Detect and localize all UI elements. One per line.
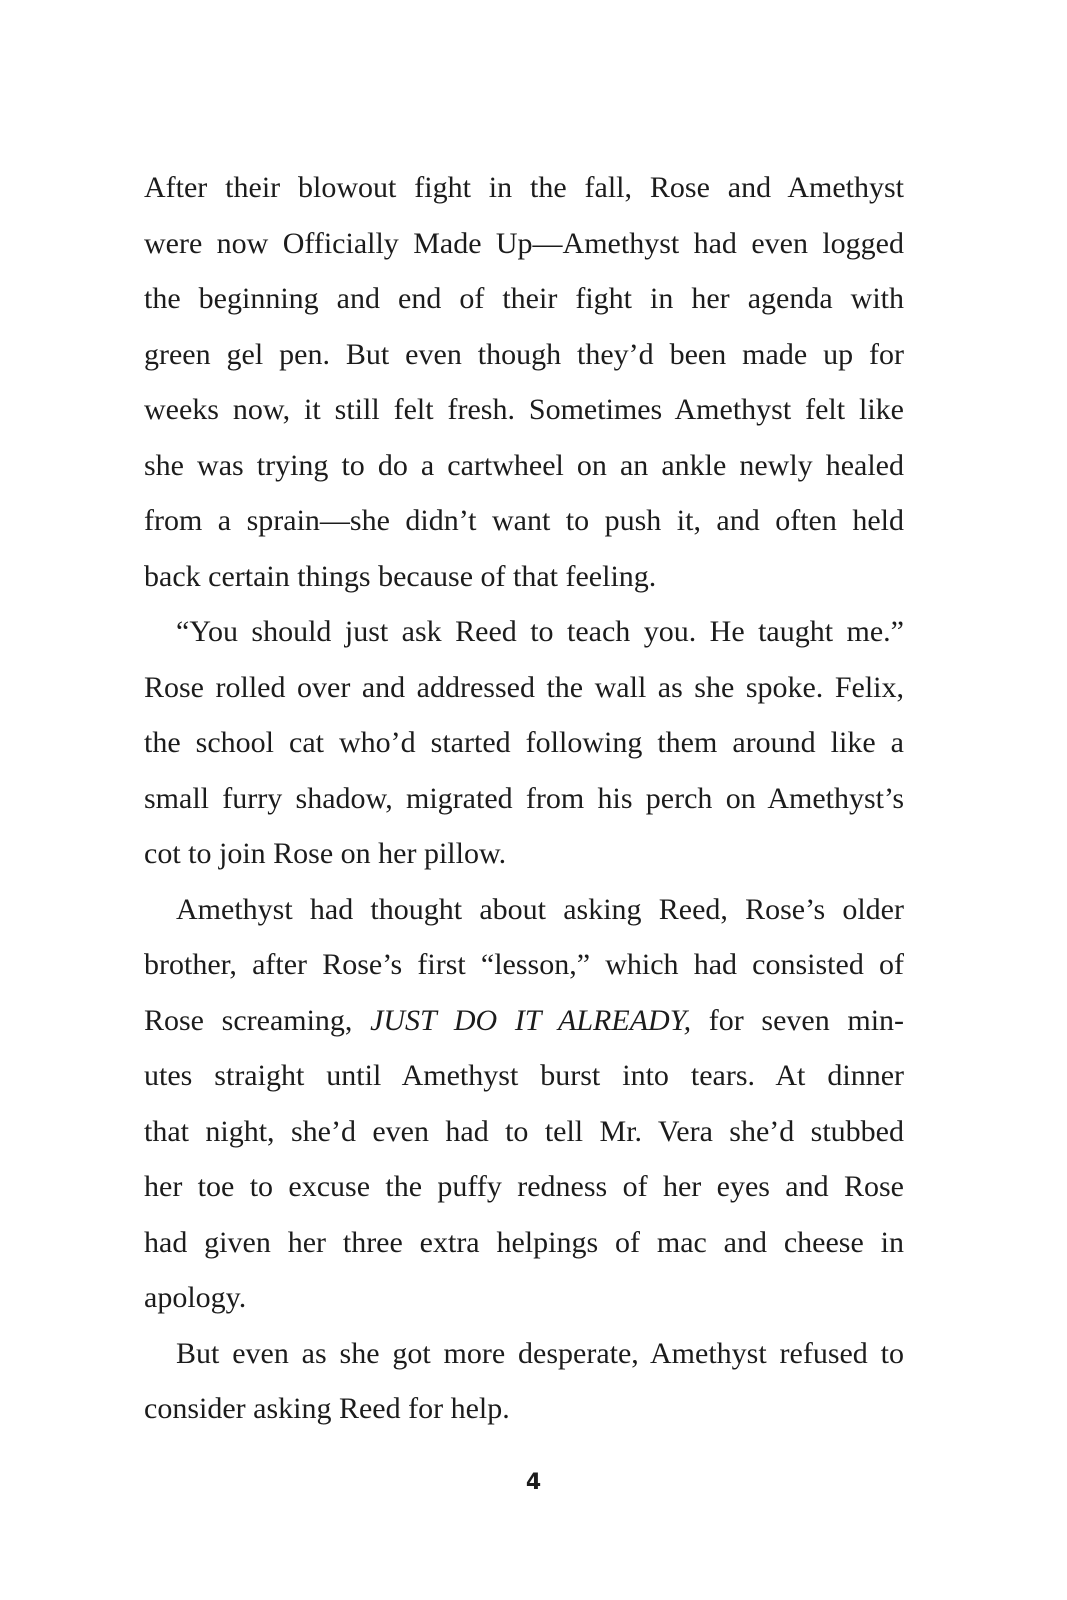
text-line-with-italic	[144, 993, 904, 1049]
text-line: she was trying to do a cartwheel on an ankle newly healed	[144, 448, 904, 482]
text-line: small furry shadow, migrated from his perch on Amethyst’s	[144, 781, 904, 815]
paragraph-4	[144, 1326, 904, 1437]
text-line: that night, she’d even had to tell Mr. Vera she’d stubbed	[144, 1114, 904, 1148]
italic-emphasis: JUST DO IT ALREADY,	[370, 1003, 692, 1037]
text-line: had given her three extra helpings of mac and cheese in	[144, 1225, 904, 1259]
text-line: Rose rolled over and addressed the wall as she spoke. Felix,	[144, 670, 904, 704]
text-segment: for seven min-	[691, 1003, 905, 1037]
text-line: green gel pen. But even though they’d been made up for	[144, 337, 904, 371]
text-line: were now Officially Made Up—Amethyst had even logged	[144, 226, 904, 260]
text-line: utes straight until Amethyst burst into tears. At dinner	[144, 1059, 904, 1092]
text-line: her toe to excuse the puffy redness of her eyes and Rose	[144, 1170, 904, 1203]
text-line: from a sprain—she didn’t want to push it, and often held	[144, 504, 904, 537]
text-line: But even as she got more desperate, Amethyst refused to	[176, 1336, 904, 1370]
text-line: Amethyst had thought about asking Reed, Rose’s older	[176, 892, 904, 926]
paragraph-1	[144, 160, 904, 604]
body-text	[144, 160, 904, 1437]
text-line: After their blowout fight in the fall, Rose and Amethyst	[144, 171, 904, 204]
text-line: weeks now, it still felt fresh. Sometimes Amethyst felt like	[144, 393, 904, 426]
text-line: back certain things because of that feeling.	[144, 559, 657, 593]
text-line: “You should just ask Reed to teach you. He taught me.”	[176, 615, 904, 648]
page-number: 4	[525, 1470, 542, 1495]
text-line: cot to join Rose on her pillow.	[144, 837, 507, 870]
text-line: apology.	[144, 1281, 247, 1314]
text-line: the beginning and end of their fight in her agenda with	[144, 282, 904, 315]
paragraph-3	[144, 882, 904, 1326]
paragraph-2	[144, 604, 904, 882]
text-line: consider asking Reed for help.	[144, 1392, 510, 1425]
text-line: the school cat who’d started following them around like a	[144, 726, 904, 759]
text-segment: Rose screaming,	[144, 1003, 371, 1037]
text-line: brother, after Rose’s first “lesson,” which had consisted of	[144, 948, 904, 981]
